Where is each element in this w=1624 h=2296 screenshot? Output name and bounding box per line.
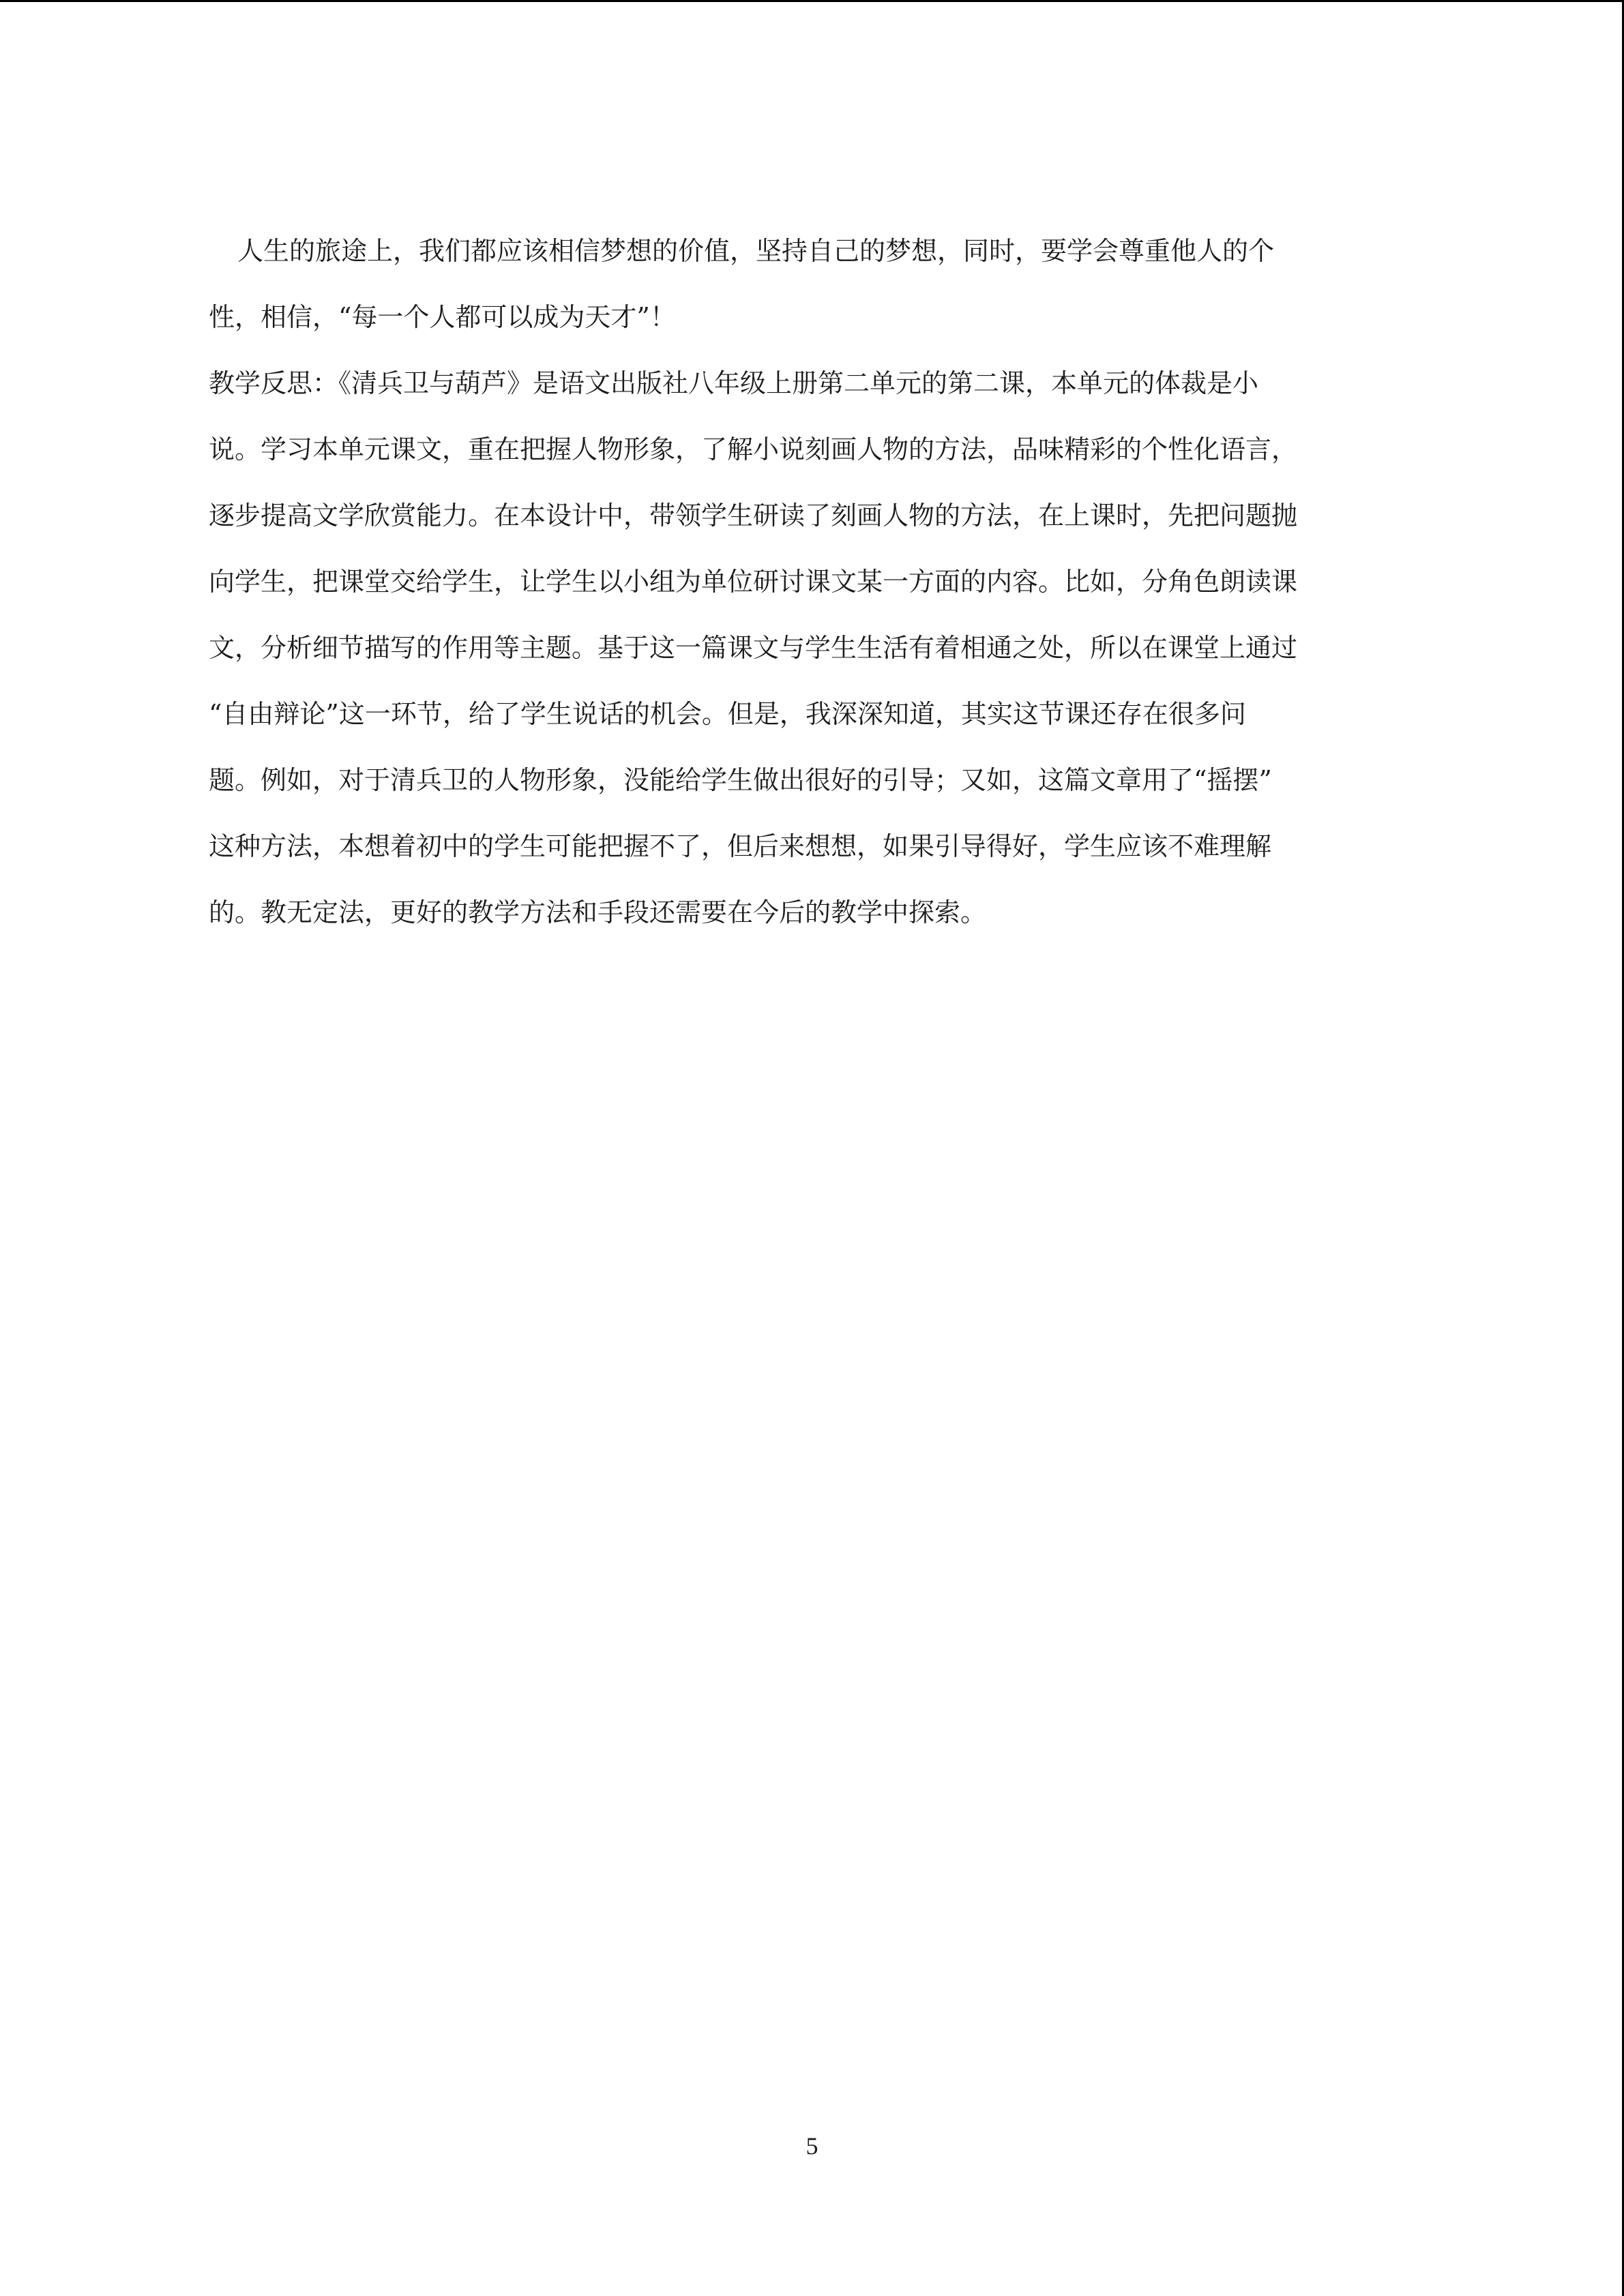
page-border-top (0, 0, 1624, 2)
reflection-line: 说。学习本单元课文，重在把握人物形象，了解小说刻画人物的方法，品味精彩的个性化语言， (209, 434, 1298, 464)
paragraph-line: 性，相信，“每一个人都可以成为天才”！ (209, 302, 676, 332)
reflection-line: 这种方法，本想着初中的学生可能把握不了，但后来想想，如果引导得好，学生应该不难理解 (209, 831, 1272, 861)
body-text (209, 218, 1420, 946)
reflection-line: 文，分析细节描写的作用等主题。基于这一篇课文与学生生活有着相通之处，所以在课堂上通过 (209, 633, 1298, 663)
reflection-line: 题。例如，对于清兵卫的人物形象，没能给学生做出很好的引导；又如，这篇文章用了“摇摆” (209, 765, 1272, 795)
reflection-line: 教学反思：《清兵卫与葫芦》是语文出版社八年级上册第二单元的第二课，本单元的体裁是小 (209, 368, 1259, 398)
page-number: 5 (806, 2132, 818, 2160)
paragraph-line: 人生的旅途上，我们都应该相信梦想的价值，坚持自己的梦想，同时，要学会尊重他人的个 (237, 236, 1275, 266)
reflection-line: “自由辩论”这一环节，给了学生说话的机会。但是，我深深知道，其实这节课还存在很多问 (209, 699, 1246, 729)
reflection-line: 逐步提高文学欣赏能力。在本设计中，带领学生研读了刻画人物的方法，在上课时，先把问题抛 (209, 501, 1298, 531)
reflection-line: 的。教无定法，更好的教学方法和手段还需要在今后的教学中探索。 (209, 897, 987, 927)
reflection-line: 向学生，把课堂交给学生，让学生以小组为单位研讨课文某一方面的内容。比如，分角色朗读课 (209, 567, 1298, 597)
